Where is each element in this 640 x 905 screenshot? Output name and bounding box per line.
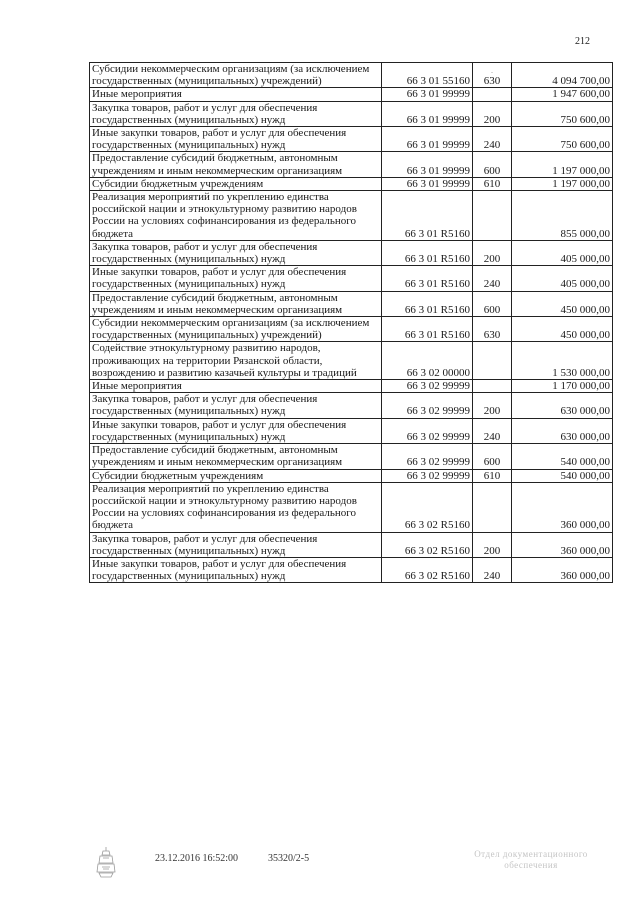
row-code-cell: 66 3 02 99999 [382, 393, 473, 418]
row-type-cell [473, 191, 512, 241]
row-name-cell: Субсидии бюджетным учреждениям [90, 469, 382, 482]
row-code-cell: 66 3 01 99999 [382, 101, 473, 126]
footer-datetime: 23.12.2016 16:52:00 [155, 853, 239, 864]
row-type-cell: 240 [473, 127, 512, 152]
table-row [90, 532, 613, 557]
table-row [90, 317, 613, 342]
table-row [90, 177, 613, 190]
budget-table [89, 62, 613, 583]
row-code-cell: 66 3 01 99999 [382, 152, 473, 177]
row-amount-cell: 750 600,00 [512, 127, 613, 152]
table-row [90, 418, 613, 443]
row-type-cell [473, 482, 512, 532]
row-name-cell: Иные закупки товаров, работ и услуг для обеспечения государственных (муниципальных) нужд [90, 557, 382, 582]
row-code-cell: 66 3 01 55160 [382, 63, 473, 88]
row-type-cell: 200 [473, 101, 512, 126]
row-code-cell: 66 3 02 R5160 [382, 532, 473, 557]
row-name-cell: Предоставление субсидий бюджетным, автономным учреждениям и иным некоммерческим организациям [90, 152, 382, 177]
row-amount-cell: 450 000,00 [512, 317, 613, 342]
row-type-cell: 240 [473, 266, 512, 291]
row-code-cell: 66 3 01 R5160 [382, 291, 473, 316]
row-name-cell: Закупка товаров, работ и услуг для обеспечения государственных (муниципальных) нужд [90, 532, 382, 557]
row-type-cell: 600 [473, 152, 512, 177]
row-amount-cell: 540 000,00 [512, 444, 613, 469]
row-code-cell: 66 3 02 R5160 [382, 557, 473, 582]
row-amount-cell: 855 000,00 [512, 191, 613, 241]
row-amount-cell: 540 000,00 [512, 469, 613, 482]
row-name-cell: Иные закупки товаров, работ и услуг для обеспечения государственных (муниципальных) нужд [90, 418, 382, 443]
row-code-cell: 66 3 02 99999 [382, 418, 473, 443]
row-code-cell: 66 3 01 R5160 [382, 317, 473, 342]
row-code-cell: 66 3 01 R5160 [382, 266, 473, 291]
row-type-cell: 240 [473, 418, 512, 443]
row-type-cell: 200 [473, 532, 512, 557]
row-code-cell: 66 3 02 99999 [382, 444, 473, 469]
row-amount-cell: 450 000,00 [512, 291, 613, 316]
table-row [90, 557, 613, 582]
row-code-cell: 66 3 01 99999 [382, 127, 473, 152]
row-amount-cell: 360 000,00 [512, 482, 613, 532]
row-name-cell: Субсидии некоммерческим организациям (за исключением государственных (муниципальных) учреждений) [90, 317, 382, 342]
row-name-cell: Иные закупки товаров, работ и услуг для обеспечения государственных (муниципальных) нужд [90, 266, 382, 291]
row-name-cell: Закупка товаров, работ и услуг для обеспечения государственных (муниципальных) нужд [90, 101, 382, 126]
row-type-cell: 610 [473, 469, 512, 482]
row-type-cell: 600 [473, 444, 512, 469]
table-row [90, 101, 613, 126]
row-code-cell: 66 3 01 99999 [382, 88, 473, 101]
row-name-cell: Реализация мероприятий по укреплению единства российской нации и этнокультурному развитию народов России на условиях софинансирования из федерального бюджета [90, 191, 382, 241]
page-number: 212 [575, 36, 590, 47]
table-row [90, 482, 613, 532]
row-amount-cell: 630 000,00 [512, 418, 613, 443]
row-amount-cell: 630 000,00 [512, 393, 613, 418]
row-type-cell [473, 342, 512, 380]
row-amount-cell: 360 000,00 [512, 532, 613, 557]
row-code-cell: 66 3 01 99999 [382, 177, 473, 190]
row-type-value: 630 [483, 75, 501, 88]
row-name-cell: Предоставление субсидий бюджетным, автономным учреждениям и иным некоммерческим организациям [90, 291, 382, 316]
table-row [90, 240, 613, 265]
row-type-cell [473, 380, 512, 393]
row-type-cell: 240 [473, 557, 512, 582]
row-name-cell: Предоставление субсидий бюджетным, автономным учреждениям и иным некоммерческим организациям [90, 444, 382, 469]
row-code-cell: 66 3 02 00000 [382, 342, 473, 380]
table-row [90, 152, 613, 177]
table-row [90, 191, 613, 241]
row-amount-cell: 1 947 600,00 [512, 88, 613, 101]
row-type-cell: 200 [473, 393, 512, 418]
row-type-cell [473, 63, 512, 88]
table-row [90, 88, 613, 101]
row-amount-cell: 4 094 700,00 [512, 63, 613, 88]
row-type-cell: 630 [473, 317, 512, 342]
row-name-cell: Субсидии бюджетным учреждениям [90, 177, 382, 190]
row-amount-cell: 1 530 000,00 [512, 342, 613, 380]
table-row [90, 266, 613, 291]
row-name-cell: Закупка товаров, работ и услуг для обеспечения государственных (муниципальных) нужд [90, 240, 382, 265]
row-code-cell: 66 3 02 99999 [382, 469, 473, 482]
row-name-cell: Субсидии некоммерческим организациям (за исключением государственных (муниципальных) учреждений) [90, 63, 382, 88]
row-amount-cell: 1 197 000,00 [512, 152, 613, 177]
table-row [90, 469, 613, 482]
header-mark: . [491, 66, 493, 76]
row-amount-cell: 750 600,00 [512, 101, 613, 126]
row-amount-cell: 405 000,00 [512, 266, 613, 291]
row-amount-cell: 1 170 000,00 [512, 380, 613, 393]
row-code-cell: 66 3 01 R5160 [382, 191, 473, 241]
coat-of-arms-icon [95, 845, 117, 879]
row-amount-cell: 1 197 000,00 [512, 177, 613, 190]
row-amount-cell: 360 000,00 [512, 557, 613, 582]
row-name-cell: Содействие этнокультурному развитию народов, проживающих на территории Рязанской области, возрождению и развитию казачьей культуры и традиций [90, 342, 382, 380]
row-name-cell: Иные мероприятия [90, 88, 382, 101]
table-row [90, 63, 613, 88]
table-row [90, 393, 613, 418]
footer-stamp: Отдел документационного обеспечения [474, 849, 588, 870]
footer-doc-id: 35320/2-5 [268, 853, 310, 864]
table-row [90, 127, 613, 152]
table-row [90, 444, 613, 469]
row-code-cell: 66 3 02 99999 [382, 380, 473, 393]
table-row [90, 380, 613, 393]
row-name-cell: Реализация мероприятий по укреплению единства российской нации и этнокультурному развитию народов России на условиях софинансирования из федерального бюджета [90, 482, 382, 532]
budget-table-body [90, 63, 613, 583]
row-amount-cell: 405 000,00 [512, 240, 613, 265]
row-name-cell: Закупка товаров, работ и услуг для обеспечения государственных (муниципальных) нужд [90, 393, 382, 418]
row-name-cell: Иные закупки товаров, работ и услуг для обеспечения государственных (муниципальных) нужд [90, 127, 382, 152]
table-row [90, 342, 613, 380]
row-type-cell [473, 88, 512, 101]
row-code-cell: 66 3 01 R5160 [382, 240, 473, 265]
row-name-cell: Иные мероприятия [90, 380, 382, 393]
row-type-cell: 200 [473, 240, 512, 265]
row-type-cell: 610 [473, 177, 512, 190]
row-code-cell: 66 3 02 R5160 [382, 482, 473, 532]
row-type-cell: 600 [473, 291, 512, 316]
table-row [90, 291, 613, 316]
